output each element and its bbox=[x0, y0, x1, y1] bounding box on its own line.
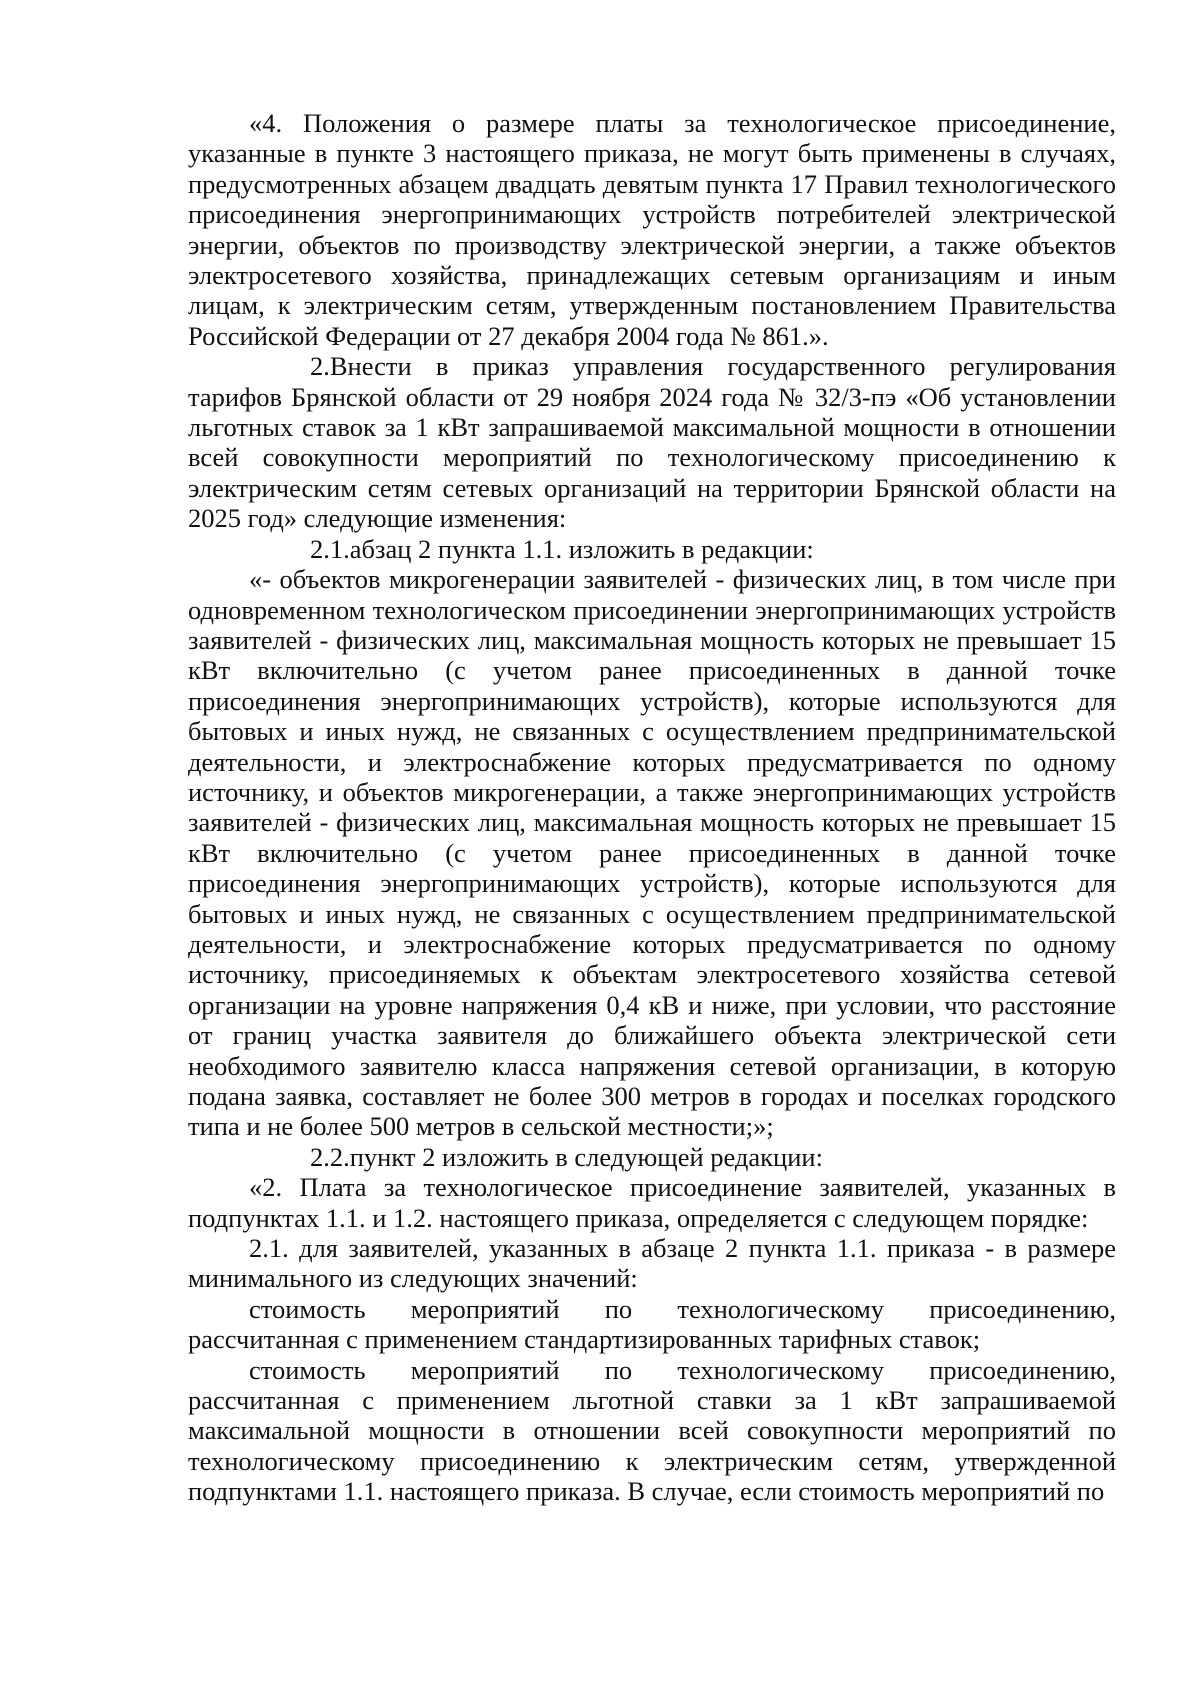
paragraph-subitem-2-1 bbox=[188, 1233, 1116, 1294]
item-number: 2.1. bbox=[310, 533, 350, 564]
paragraph-text: стоимость мероприятий по технологическому присоединению, рассчитанная с применением стандартизированных тарифных ставок; bbox=[188, 1293, 1116, 1355]
paragraph-item-2-2 bbox=[188, 1142, 1116, 1172]
paragraph-quote-item-2 bbox=[188, 1172, 1116, 1233]
paragraph-text: пункт 2 изложить в следующей редакции: bbox=[349, 1141, 823, 1172]
paragraph-text: «4. Положения о размере платы за технологическое присоединение, указанные в пункте 3 настоящего приказа, не могут быть применены в случаях, предусмотренных абзацем двадцать девятым пункта 17 Правил технологического присоединения энергопринимающих устройств потребителей электрической энергии, объектов по производству электрической энергии, а также объектов электросетевого хозяйства, принадлежащих сетевым организациям и иным лицам, к электрическим сетям, утвержденным постановлением Правительства Российской Федерации от 27 декабря 2004 года № 861.». bbox=[188, 108, 1116, 351]
paragraph-text: стоимость мероприятий по технологическому присоединению, рассчитанная с применением льготной ставки за 1 кВт запрашиваемой максимальной мощности в отношении всей совокупности мероприятий по технологическому присоединению к электрическим сетям, утвержденной подпунктами 1.1. настоящего приказа. В случае, если стоимость мероприятий по bbox=[188, 1354, 1116, 1507]
item-number: 2.2. bbox=[310, 1141, 350, 1172]
paragraph-item-2 bbox=[188, 351, 1116, 533]
paragraph-text: «2. Плата за технологическое присоединение заявителей, указанных в подпунктах 1.1. и 1.2. настоящего приказа, определяется с следующем порядке: bbox=[188, 1172, 1116, 1233]
paragraph-text: 2.1. для заявителей, указанных в абзаце 2 пункта 1.1. приказа - в размере минимального из следующих значений: bbox=[188, 1233, 1116, 1294]
paragraph-text: «- объектов микрогенерации заявителей - физических лиц, в том числе при одновременном технологическом присоединении энергопринимающих устройств заявителей - физических лиц, максимальная мощность которых не превышает 15 кВт включительно (с учетом ранее присоединенных в данной точке присоединения энергопринимающих устройств), которые используются для бытовых и иных нужд, не связанных с осуществлением предпринимательской деятельности, и электроснабжение которых предусматривается по одному источнику, и объектов микрогенерации, а также энергопринимающих устройств заявителей - физических лиц, максимальная мощность которых не превышает 15 кВт включительно (с учетом ранее присоединенных в данной точке присоединения энергопринимающих устройств), которые используются для бытовых и иных нужд, не связанных с осуществлением предпринимательской деятельности, и электроснабжение которых предусматривается по одному источнику, присоединяемых к объектам электросетевого хозяйства сетевой организации на уровне напряжения 0,4 кВ и ниже, при условии, что расстояние от границ участка заявителя до ближайшего объекта электрической сети необходимого заявителю класса напряжения сетевой организации, в которую подана заявка, составляет не более 300 метров в городах и поселках городского типа и не более 500 метров в сельской местности;»; bbox=[188, 564, 1116, 1142]
paragraph-quote-microgeneration bbox=[188, 564, 1116, 1142]
paragraph-text: Внести в приказ управления государственного регулирования тарифов Брянской области от 29 ноября 2024 года № 32/3-пэ «Об установлении льготных ставок за 1 кВт запрашиваемой максимальной мощности в отношении всей совокупности мероприятий по технологическому присоединению к электрическим сетям сетевых организаций на территории Брянской области на 2025 год» следующие изменения: bbox=[188, 351, 1116, 534]
paragraph-quote-item-4 bbox=[188, 108, 1116, 351]
paragraph-text: абзац 2 пункта 1.1. изложить в редакции: bbox=[349, 533, 814, 564]
document-body bbox=[188, 108, 1116, 1507]
item-number: 2. bbox=[310, 351, 330, 382]
paragraph-item-2-1 bbox=[188, 534, 1116, 564]
paragraph-cost-preferential bbox=[188, 1355, 1116, 1507]
paragraph-cost-standard bbox=[188, 1294, 1116, 1355]
